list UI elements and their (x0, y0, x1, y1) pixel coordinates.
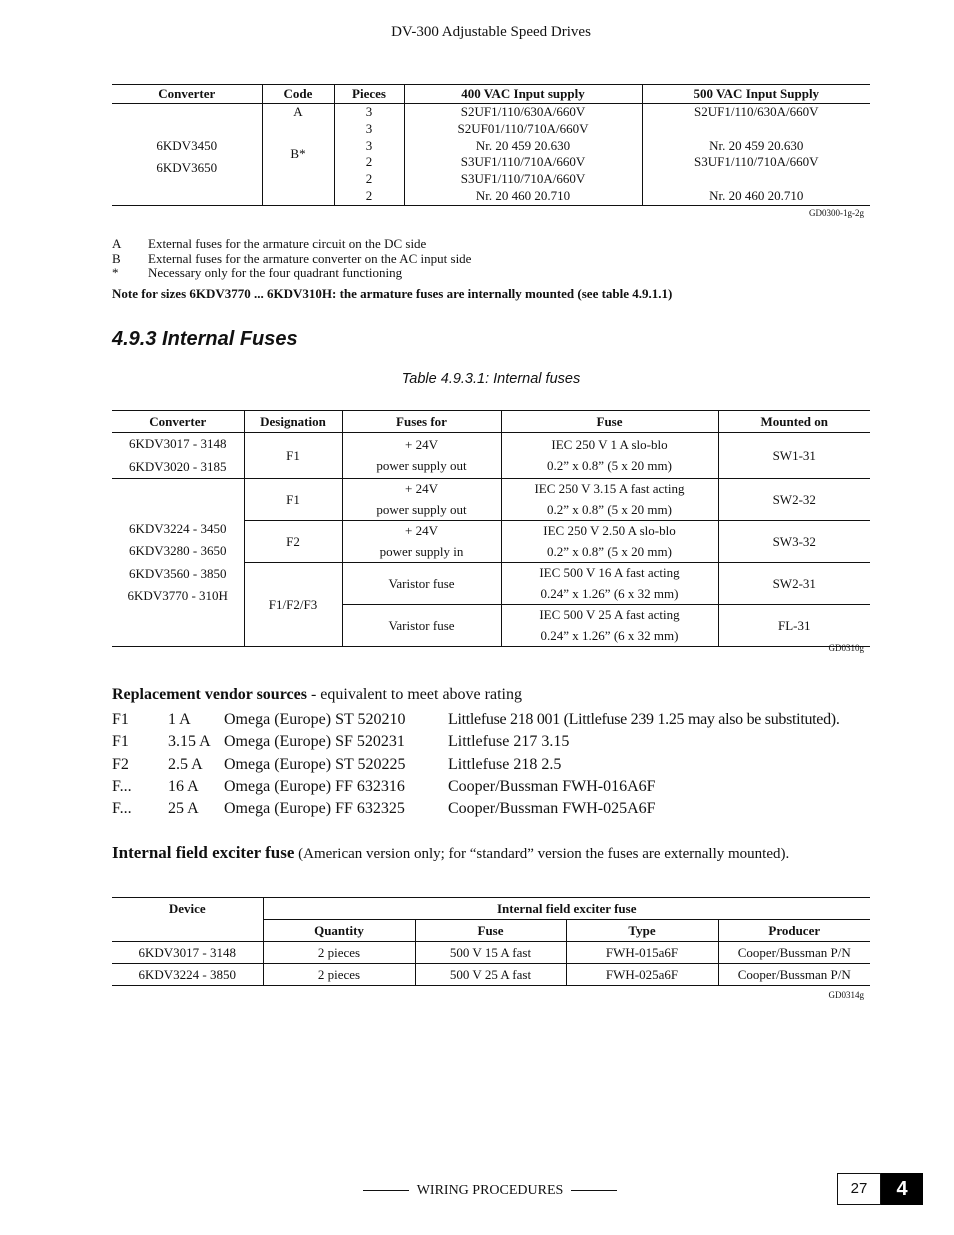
col-converter: Converter (112, 411, 244, 433)
supply500-value: Nr. 20 459 20.630 (709, 137, 804, 153)
col-500vac: 500 VAC Input Supply (642, 85, 870, 104)
col-code: Code (262, 85, 334, 104)
fuse-cell: IEC 250 V 3.15 A fast acting 0.2” x 0.8” (5 x 20 mm) (501, 479, 718, 521)
converter-name: 6KDV3017 - 3148 (129, 436, 227, 451)
fuses-for-cell: + 24V power supply in (342, 521, 501, 563)
converter-name: 6KDV3224 - 3450 (129, 520, 227, 536)
converter-name: 6KDV3280 - 3650 (129, 543, 227, 559)
vendor-heading (112, 686, 522, 704)
fuse-cell: IEC 500 V 16 A fast acting 0.24” x 1.26” (6 x 32 mm) (501, 563, 718, 605)
footnote: B External fuses for the armature converter on the AC input side (112, 250, 472, 266)
section-title: 4.9.3 Internal Fuses (112, 328, 298, 350)
designation-cell: F1 (244, 433, 342, 479)
mounted-cell: SW1-31 (718, 433, 870, 479)
supply400-cell (404, 104, 642, 206)
col-device: Device (112, 898, 263, 942)
field-exciter-heading (112, 843, 789, 863)
supply400-value: Nr. 20 460 20.710 (475, 187, 571, 203)
table-row: 6KDV3017 - 3148 2 pieces 500 V 15 A fast FWH-015a6F Cooper/Bussman P/N (112, 942, 870, 964)
footnote: * Necessary only for the four quadrant functioning (112, 265, 403, 281)
code-value: B* (290, 146, 306, 162)
supply400-value: S2UF01/110/710A/660V (457, 120, 589, 136)
table-caption: Table 4.9.3.1: Internal fuses (401, 371, 581, 387)
fuses-for-cell: + 24V power supply out (342, 433, 501, 479)
pieces-value: 2 (365, 187, 373, 203)
supply500-value (643, 121, 871, 138)
supply500-value: Nr. 20 460 20.710 (709, 187, 804, 203)
fuse-cell: IEC 250 V 1 A slo-blo 0.2” x 0.8” (5 x 20 mm) (501, 433, 718, 479)
pieces-value: 3 (365, 137, 373, 153)
col-quantity: Quantity (263, 920, 415, 942)
page-number: 27 (837, 1173, 881, 1205)
col-converter: Converter (112, 85, 262, 104)
pieces-value: 2 (365, 154, 373, 170)
supply500-value (643, 171, 871, 188)
col-type: Type (566, 920, 718, 942)
converter-name: 6KDV3770 - 310H (127, 588, 228, 604)
col-fuse: Fuse (415, 920, 566, 942)
code-value: A (293, 104, 303, 119)
converter-group (112, 479, 244, 647)
fuses-for-cell: Varistor fuse (342, 605, 501, 647)
external-fuses-table (112, 84, 870, 206)
pieces-value: 2 (365, 171, 373, 187)
field-title: Internal field exciter fuse (112, 843, 295, 862)
supply500-value: S2UF1/110/630A/660V (694, 104, 819, 119)
mounted-cell: SW3-32 (718, 521, 870, 563)
footer-text: WIRING PROCEDURES (416, 1183, 564, 1198)
col-mounted-on: Mounted on (718, 411, 870, 433)
pieces-cell (334, 104, 404, 206)
supply400-value: Nr. 20 459 20.630 (475, 137, 571, 153)
col-pieces: Pieces (334, 85, 404, 104)
col-fuse: Fuse (501, 411, 718, 433)
running-header: DV-300 Adjustable Speed Drives (391, 24, 591, 40)
col-fuses-for: Fuses for (342, 411, 501, 433)
supply400-value: S2UF1/110/630A/660V (460, 104, 586, 119)
chapter-tab: 4 (881, 1173, 923, 1205)
col-designation: Designation (244, 411, 342, 433)
footer-rule (571, 1190, 617, 1191)
supply400-value: S3UF1/110/710A/660V (460, 171, 586, 187)
footer-rule (363, 1190, 409, 1191)
fuse-cell: IEC 250 V 2.50 A slo-blo 0.2” x 0.8” (5 x 20 mm) (501, 521, 718, 563)
pieces-value: 3 (365, 104, 373, 119)
page-footer (354, 1183, 626, 1199)
mounted-cell: SW2-31 (718, 563, 870, 605)
footnotes (112, 237, 471, 281)
fuses-for-cell: Varistor fuse (342, 563, 501, 605)
converter-name: 6KDV3020 - 3185 (129, 458, 227, 474)
table-row: 6KDV3224 - 3850 2 pieces 500 V 25 A fast FWH-025a6F Cooper/Bussman P/N (112, 964, 870, 986)
supply400-value: S3UF1/110/710A/660V (460, 154, 586, 170)
mounted-cell: FL-31 (718, 605, 870, 647)
pieces-value: 3 (365, 120, 373, 136)
designation-cell: F2 (244, 521, 342, 563)
armature-note: Note for sizes 6KDV3770 ... 6KDV310H: the armature fuses are internally mounted (see table 4.9.1.1) (112, 286, 673, 301)
table-code-id: GD0314g (828, 990, 864, 1000)
designation-cell: F1/F2/F3 (244, 563, 342, 647)
code-cell (262, 104, 334, 206)
fuses-for-cell: + 24V power supply out (342, 479, 501, 521)
converter-group (112, 433, 244, 479)
field-exciter-table (112, 897, 870, 986)
converter-name: 6KDV3560 - 3850 (129, 565, 227, 581)
table-code-id: GD0300-1g-2g (809, 208, 864, 218)
col-group-header: Internal field exciter fuse (263, 898, 870, 920)
vendor-title: Replacement vendor sources (112, 686, 307, 703)
converter-name: 6KDV3650 (156, 160, 218, 176)
col-400vac: 400 VAC Input supply (404, 85, 642, 104)
col-producer: Producer (718, 920, 870, 942)
designation-cell: F1 (244, 479, 342, 521)
converter-name: 6KDV3450 (156, 137, 218, 153)
field-subtitle: (American version only; for “standard” version the fuses are externally mounted). (294, 846, 790, 862)
vendor-subtitle: - equivalent to meet above rating (306, 686, 522, 703)
table-code-id: GD0310g (828, 643, 864, 653)
converter-cell (112, 104, 262, 206)
mounted-cell: SW2-32 (718, 479, 870, 521)
fuse-cell: IEC 500 V 25 A fast acting 0.24” x 1.26” (6 x 32 mm) (501, 605, 718, 647)
internal-fuses-table (112, 410, 870, 647)
supply500-value: S3UF1/110/710A/660V (694, 154, 819, 170)
supply500-cell (642, 104, 870, 206)
footnote: A External fuses for the armature circuit on the DC side (112, 236, 427, 251)
